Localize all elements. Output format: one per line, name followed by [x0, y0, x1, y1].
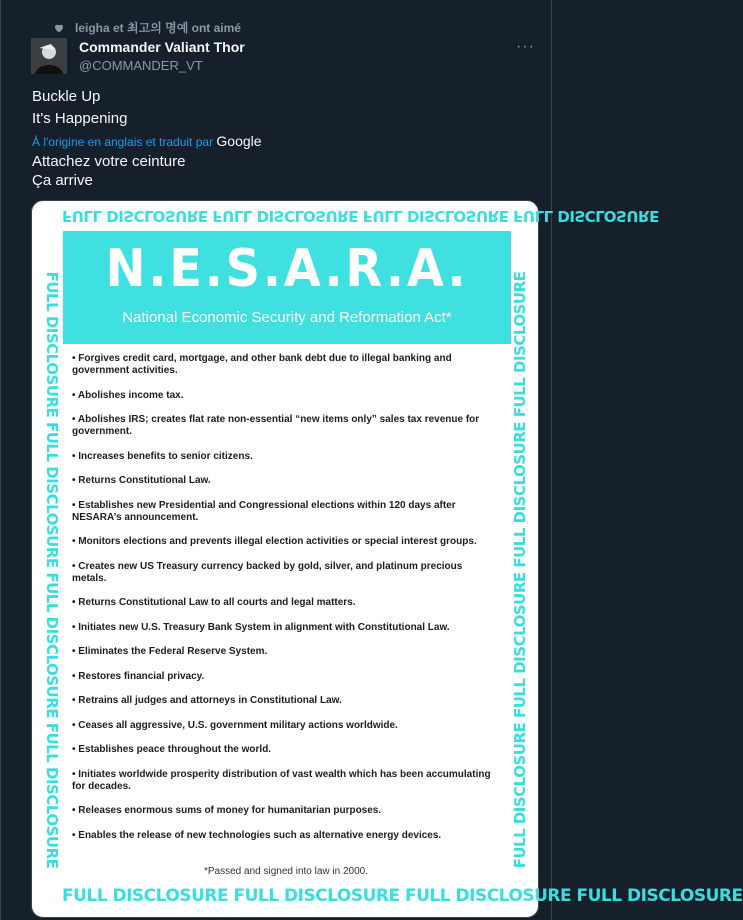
- heart-icon: [53, 22, 65, 34]
- list-item: • Abolishes income tax.: [72, 389, 184, 401]
- tweet-text-line-1: Buckle Up: [32, 88, 101, 105]
- list-item: • Enables the release of new technologies such as alternative energy devices.: [72, 829, 442, 841]
- border-text-right: FULL DISCLOSURE FULL DISCLOSURE FULL DISCLOSURE FULL DISCLOSURE: [511, 271, 529, 869]
- author-name[interactable]: Commander Valiant Thor: [79, 39, 245, 55]
- avatar[interactable]: [31, 38, 67, 74]
- list-item: • Eliminates the Federal Reserve System.: [72, 646, 268, 657]
- more-options-icon[interactable]: ···: [516, 38, 535, 55]
- border-text-left: FULL DISCLOSURE FULL DISCLOSURE FULL DISCLOSURE FULL DISCLOSURE: [43, 271, 61, 869]
- nesara-banner: [63, 231, 511, 344]
- social-context-text: leigha et 최고의 명예 ont aimé: [75, 21, 241, 35]
- banner-title: N.E.S.A.R.A.: [105, 239, 469, 299]
- provisions-list: [72, 353, 492, 854]
- banner-subtitle: National Economic Security and Reformation Act*: [122, 309, 452, 326]
- translated-text-line-1: Attachez votre ceinture: [32, 153, 186, 170]
- list-item: • Restores financial privacy.: [72, 670, 205, 682]
- social-context[interactable]: [53, 19, 241, 36]
- list-item: • Returns Constitutional Law to all courts and legal matters.: [72, 597, 356, 608]
- list-item: • Initiates new U.S. Treasury Bank System in alignment with Constitutional Law.: [72, 621, 450, 633]
- list-item: • Creates new US Treasury currency backed by gold, silver, and platinum precious metals.: [72, 560, 463, 584]
- translation-note[interactable]: [32, 133, 262, 149]
- list-item: • Forgives credit card, mortgage, and other bank debt due to illegal banking and government activities.: [72, 353, 452, 376]
- translation-prefix: À l'origine en anglais et traduit par: [32, 135, 214, 149]
- translation-provider: Google: [216, 133, 262, 149]
- avatar-image: [31, 38, 67, 74]
- tweet-image[interactable]: [31, 200, 743, 918]
- list-item: • Initiates worldwide prosperity distribution of vast wealth which has been accumulating for decades.: [72, 768, 491, 792]
- list-item: • Abolishes IRS; creates flat rate non-essential “new items only” sales tax revenue for government.: [72, 414, 480, 437]
- list-item: • Establishes new Presidential and Congressional elections within 120 days after NESARA’s announcement.: [72, 499, 456, 523]
- list-item: • Ceases all aggressive, U.S. government military actions worldwide.: [72, 719, 398, 731]
- border-text-top: FULL DISCLOSURE FULL DISCLOSURE FULL DISCLOSURE FULL DISCLOSURE: [62, 207, 659, 225]
- list-item: • Releases enormous sums of money for humanitarian purposes.: [72, 805, 382, 816]
- tweet-text-line-2: It's Happening: [32, 110, 128, 127]
- border-text-bottom: FULL DISCLOSURE FULL DISCLOSURE FULL DISCLOSURE FULL DISCLOSURE: [62, 886, 743, 906]
- author-handle[interactable]: @COMMANDER_VT: [79, 58, 203, 73]
- image-footnote: *Passed and signed into law in 2000.: [203, 866, 368, 877]
- list-item: • Monitors elections and prevents illegal election activities or special interest groups.: [72, 536, 477, 547]
- translated-text-line-2: Ça arrive: [32, 172, 93, 189]
- list-item: • Returns Constitutional Law.: [72, 475, 211, 486]
- list-item: • Establishes peace throughout the world.: [72, 744, 272, 755]
- list-item: • Increases benefits to senior citizens.: [72, 450, 253, 462]
- list-item: • Retrains all judges and attorneys in Constitutional Law.: [72, 695, 342, 706]
